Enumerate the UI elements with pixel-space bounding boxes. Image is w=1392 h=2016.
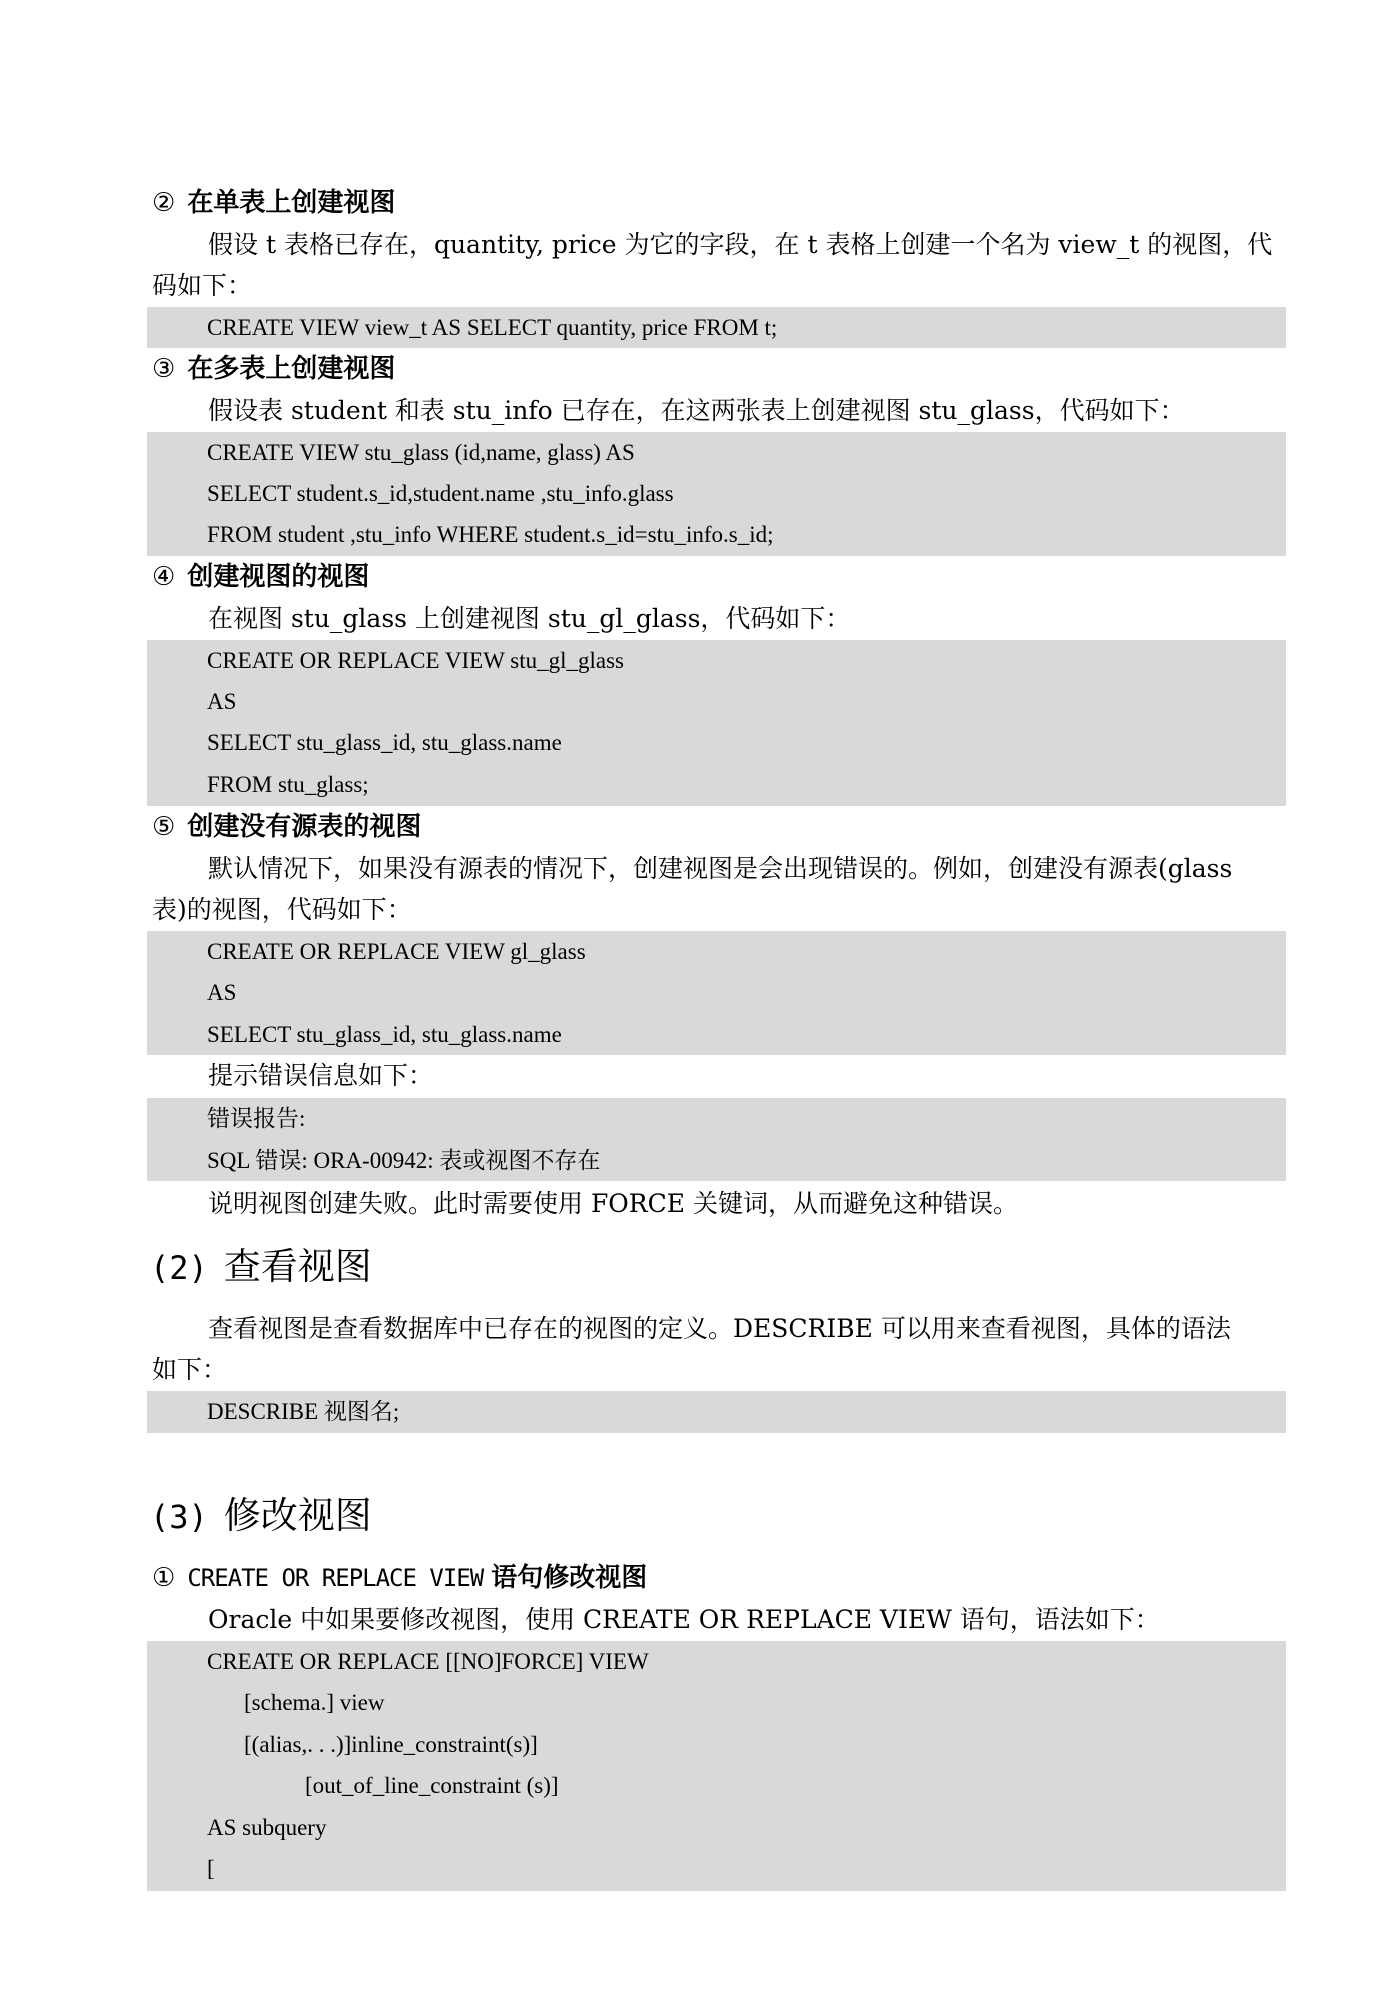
- error-line: 错误报告:: [207, 1106, 306, 1131]
- code-line: AS: [207, 980, 237, 1005]
- section-number: ④: [152, 562, 176, 592]
- paragraph: 说明视图创建失败。此时需要使用 FORCE 关键词，从而避免这种错误。: [208, 1189, 1018, 1218]
- section-title: 语句修改视图: [491, 1563, 648, 1593]
- code-line: [(alias,. . .)]inline_constraint(s)]: [244, 1732, 538, 1757]
- paragraph: 表)的视图，代码如下：: [152, 895, 412, 924]
- paragraph: 码如下：: [152, 271, 253, 300]
- code-block: [147, 307, 1286, 348]
- section-title: 在单表上创建视图: [187, 188, 396, 218]
- code-line: DESCRIBE 视图名;: [207, 1399, 400, 1424]
- section-heading-create-or-replace: [152, 1558, 647, 1598]
- code-line: AS subquery: [207, 1815, 327, 1840]
- code-line: [: [207, 1856, 215, 1881]
- code-line: [schema.] view: [244, 1690, 385, 1715]
- section-number: ②: [152, 188, 176, 218]
- section-title: 创建没有源表的视图: [187, 812, 422, 842]
- paragraph: 默认情况下，如果没有源表的情况下，创建视图是会出现错误的。例如，创建没有源表(glass: [208, 854, 1233, 883]
- error-output-block: [147, 1098, 1286, 1181]
- code-block: [147, 640, 1286, 806]
- chapter-number: (2): [150, 1249, 208, 1287]
- code-block: [147, 1391, 1286, 1433]
- code-line: SELECT student.s_id,student.name ,stu_info.glass: [207, 481, 674, 506]
- code-line: CREATE VIEW stu_glass (id,name, glass) AS: [207, 440, 635, 465]
- code-block-syntax: [147, 1641, 1286, 1891]
- chapter-number: (3): [150, 1498, 208, 1536]
- code-block: [147, 931, 1286, 1055]
- code-line: [out_of_line_constraint (s)]: [305, 1773, 559, 1798]
- code-line: FROM stu_glass;: [207, 772, 369, 797]
- chapter-heading-view: [150, 1240, 372, 1295]
- code-line: FROM student ,stu_info WHERE student.s_id=stu_info.s_id;: [207, 522, 774, 547]
- code-line: CREATE OR REPLACE [[NO]FORCE] VIEW: [207, 1649, 649, 1674]
- section-number: ⑤: [152, 812, 176, 842]
- section-number: ①: [152, 1563, 176, 1593]
- section-number: ③: [152, 354, 176, 384]
- code-block: [147, 432, 1286, 556]
- paragraph: Oracle 中如果要修改视图，使用 CREATE OR REPLACE VIEW 语句，语法如下：: [208, 1605, 1160, 1634]
- paragraph: 如下：: [152, 1355, 228, 1384]
- section-title: 创建视图的视图: [187, 562, 370, 592]
- section-title: 在多表上创建视图: [187, 354, 396, 384]
- chapter-heading-modify: [150, 1489, 372, 1544]
- chapter-title: 修改视图: [223, 1494, 372, 1537]
- section-heading-single-table: [152, 183, 395, 223]
- code-line: SELECT stu_glass_id, stu_glass.name: [207, 1022, 562, 1047]
- section-heading-no-source-table: [152, 807, 421, 847]
- code-line: CREATE OR REPLACE VIEW gl_glass: [207, 939, 586, 964]
- code-line: CREATE OR REPLACE VIEW stu_gl_glass: [207, 648, 624, 673]
- paragraph: 假设表 student 和表 stu_info 已存在，在这两张表上创建视图 stu_glass，代码如下：: [208, 396, 1185, 425]
- code-line: SELECT stu_glass_id, stu_glass.name: [207, 730, 562, 755]
- section-heading-view-of-view: [152, 557, 369, 597]
- paragraph: 在视图 stu_glass 上创建视图 stu_gl_glass，代码如下：: [208, 604, 851, 633]
- error-line: SQL 错误: ORA-00942: 表或视图不存在: [207, 1148, 601, 1173]
- paragraph: 查看视图是查看数据库中已存在的视图的定义。DESCRIBE 可以用来查看视图，具体的语法: [208, 1314, 1231, 1343]
- section-heading-multi-table: [152, 349, 395, 389]
- code-line: CREATE VIEW view_t AS SELECT quantity, price FROM t;: [207, 315, 778, 340]
- section-title-keyword: CREATE OR REPLACE VIEW: [187, 1564, 484, 1592]
- code-line: AS: [207, 689, 237, 714]
- paragraph: 提示错误信息如下：: [208, 1061, 434, 1090]
- paragraph: 假设 t 表格已存在，quantity, price 为它的字段，在 t 表格上创建一个名为 view_t 的视图，代: [208, 230, 1273, 259]
- chapter-title: 查看视图: [223, 1245, 372, 1288]
